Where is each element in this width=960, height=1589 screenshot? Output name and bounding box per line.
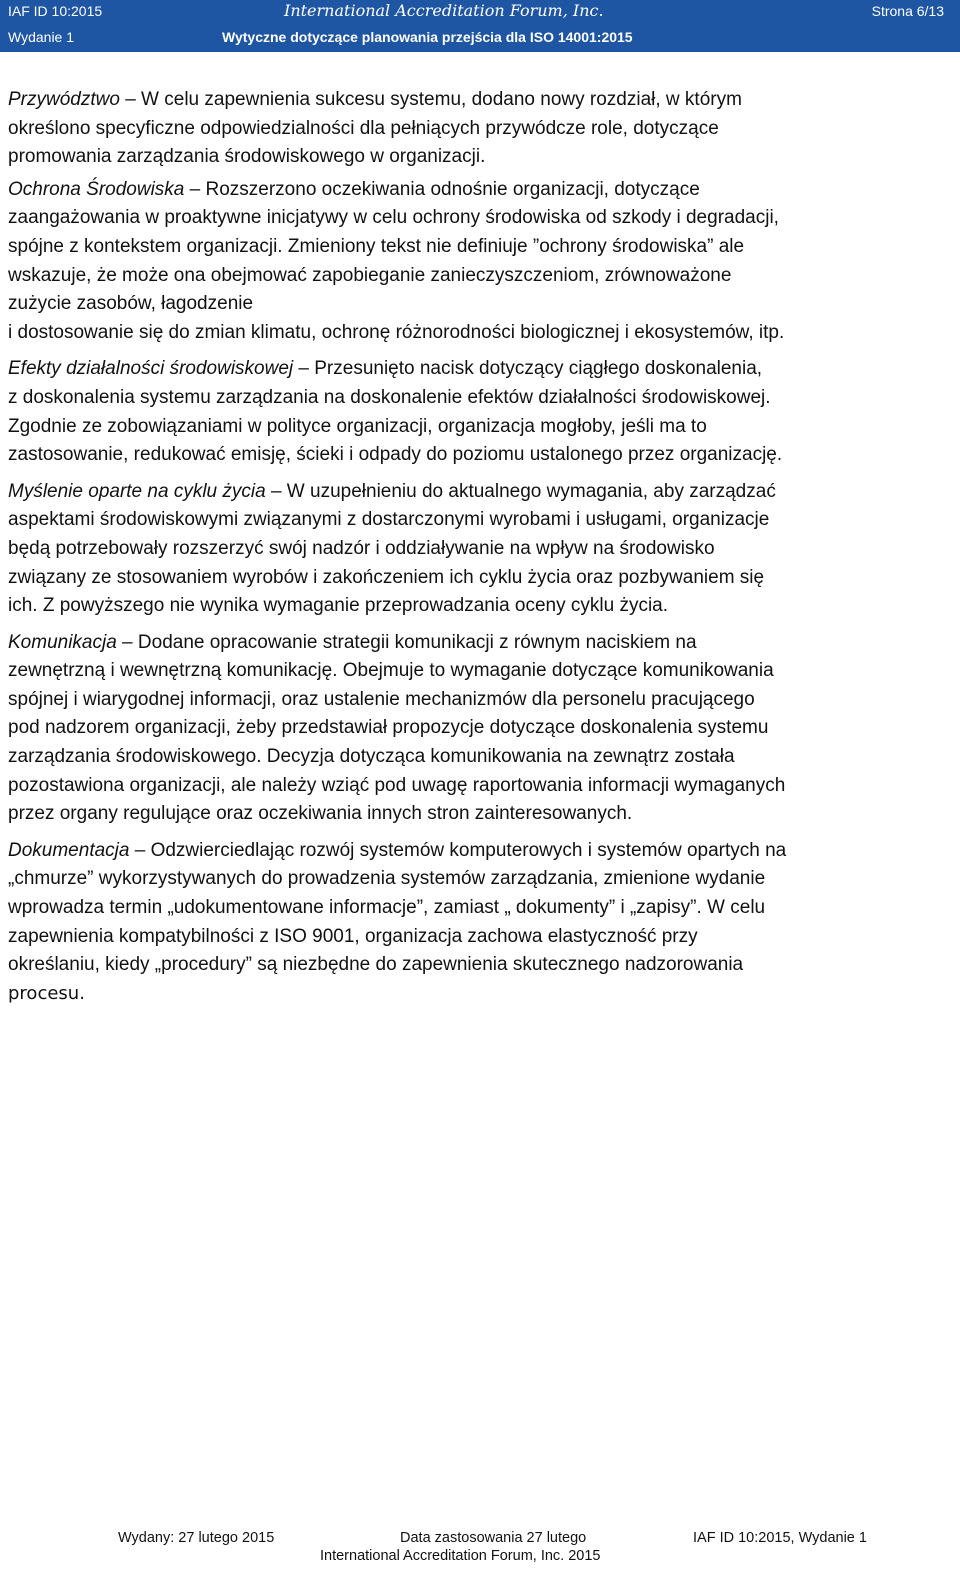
paragraph-line: Zgodnie ze zobowiązaniami w polityce organizacji, organizacja mogłoby, jeśli ma to [8, 415, 707, 437]
paragraph-line: „chmurze” wykorzystywanych do prowadzenia systemów zarządzania, zmienione wydanie [8, 868, 766, 890]
paragraph-line: przez organy regulujące oraz oczekiwania innych stron zainteresowanych. [8, 803, 633, 825]
paragraph-leadership [8, 86, 952, 172]
header-row-bottom [0, 26, 960, 52]
paragraph-line: zużycie zasobów, łagodzenie [8, 293, 254, 315]
footer-applied-date: Data zastosowania 27 lutego [400, 1530, 587, 1546]
paragraph-term: Komunikacja [8, 631, 117, 653]
paragraph-documentation [8, 837, 952, 1009]
paragraph-line: i dostosowanie się do zmian klimatu, ochronę różnorodności biologicznej i ekosystemów, itp. [8, 321, 785, 343]
paragraph-line: wskazuje, że może ona obejmować zapobieganie zanieczyszczeniom, zrównoważone [8, 264, 732, 286]
footer-copyright: International Accreditation Forum, Inc. 2015 [320, 1548, 601, 1564]
header-row-top [0, 0, 960, 26]
footer-issued-date: Wydany: 27 lutego 2015 [118, 1530, 275, 1546]
doc-id: IAF ID 10:2015 [8, 3, 103, 19]
paragraph-line: wprowadza termin „udokumentowane informacje”, zamiast „ dokumenty” i „zapisy”. W celu [8, 897, 766, 919]
paragraph-line: Ochrona Środowiska – Rozszerzono oczekiwania odnośnie organizacji, dotyczące [8, 178, 700, 200]
paragraph-line: Efekty działalności środowiskowej – Przesunięto nacisk dotyczący ciągłego doskonalenia, [8, 358, 763, 380]
paragraph-line: Dokumentacja – Odzwierciedlając rozwój systemów komputerowych i systemów opartych na [8, 839, 787, 861]
paragraph-line: ich. Z powyższego nie wynika wymaganie przeprowadzania oceny cyklu życia. [8, 595, 669, 617]
paragraph-line: Myślenie oparte na cyklu życia – W uzupełnieniu do aktualnego wymagania, aby zarządzać [8, 480, 776, 502]
paragraph-line: zastosowanie, redukować emisję, ścieki i odpady do poziomu ustalonego przez organizację. [8, 444, 783, 466]
paragraph-line: pod nadzorem organizacji, żeby przedstawiał propozycje dotyczące doskonalenia systemu [8, 717, 769, 739]
footer-id-edition: IAF ID 10:2015, Wydanie 1 [693, 1530, 867, 1546]
paragraph-line: Komunikacja – Dodane opracowanie strategii komunikacji z równym naciskiem na [8, 631, 697, 653]
paragraph-line: zaangażowania w proaktywne inicjatywy w celu ochrony środowiska od szkody i degradacji, [8, 207, 779, 229]
paragraph-line: zarządzania środowiskowego. Decyzja dotycząca komunikowania na zewnątrz została [8, 746, 735, 768]
paragraph-line: zewnętrzną i wewnętrzną komunikację. Obejmuje to wymaganie dotyczące komunikowania [8, 660, 774, 682]
paragraph-line: z doskonalenia systemu zarządzania na doskonalenie efektów działalności środowiskowej. [8, 386, 771, 408]
doc-title: Wytyczne dotyczące planowania przejścia dla ISO 14001:2015 [222, 29, 633, 45]
paragraph-line: określono specyficzne odpowiedzialności dla pełniących przywódcze role, dotyczące [8, 117, 719, 139]
paragraph-term: Przywództwo [8, 89, 120, 110]
paragraph-line: promowania zarządzania środowiskowego w organizacji. [8, 146, 486, 168]
edition: Wydanie 1 [8, 29, 75, 45]
org-name: International Accreditation Forum, Inc. [284, 1, 604, 20]
body-content [8, 86, 952, 1012]
paragraph-line: spójne z kontekstem organizacji. Zmieniony tekst nie definiuje ”ochrony środowiska” ale [8, 235, 745, 257]
paragraph-environmental-performance [8, 355, 952, 469]
paragraph-line: będą potrzebowały rozszerzyć swój nadzór i oddziaływanie na wpływ na środowisko [8, 537, 715, 559]
paragraph-communication [8, 629, 952, 829]
paragraph-line: Przywództwo – W celu zapewnienia sukcesu systemu, dodano nowy rozdział, w którym [8, 89, 742, 110]
paragraph-line: procesu. [8, 982, 85, 1004]
paragraph-line: związany ze stosowaniem wyrobów i zakończeniem ich cyklu życia oraz pozbywaniem się [8, 566, 765, 588]
paragraph-term: Myślenie oparte na cyklu życia [8, 480, 266, 502]
paragraph-line: określaniu, kiedy „procedury” są niezbędne do zapewnienia skutecznego nadzorowania [8, 954, 744, 976]
paragraph-term: Efekty działalności środowiskowej [8, 358, 294, 380]
paragraph-line: aspektami środowiskowymi związanymi z dostarczonymi wyrobami i usługami, organizacje [8, 509, 770, 531]
paragraph-line: pozostawiona organizacji, ale należy wziąć pod uwagę raportowania informacji wymaganych [8, 774, 786, 796]
paragraph-line: zapewnienia kompatybilności z ISO 9001, organizacja zachowa elastyczność przy [8, 925, 698, 947]
paragraph-environment-protection [8, 176, 952, 348]
paragraph-life-cycle [8, 478, 952, 621]
page-number: Strona 6/13 [871, 3, 944, 19]
paragraph-line: spójnej i wiarygodnej informacji, oraz ustalenie mechanizmów dla personelu pracującego [8, 688, 755, 710]
paragraph-term: Dokumentacja [8, 839, 130, 861]
paragraph-term: Ochrona Środowiska [8, 178, 185, 200]
